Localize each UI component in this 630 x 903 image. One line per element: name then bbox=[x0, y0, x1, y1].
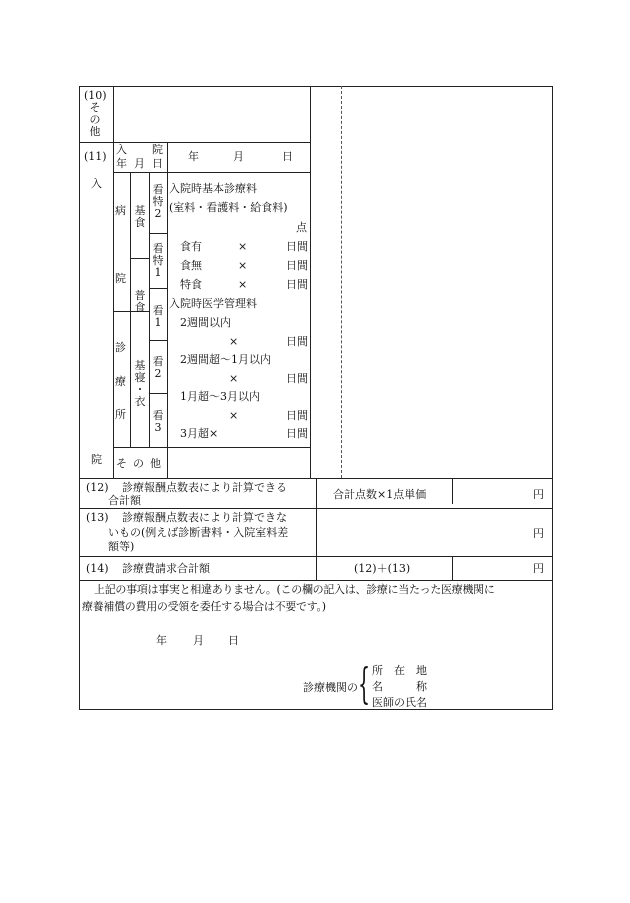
basic-fee-unit: 点 bbox=[296, 221, 307, 234]
row12-currency: 円 bbox=[533, 488, 544, 501]
meal-unit: 日間 bbox=[286, 278, 308, 291]
kijun-shin-label: 基 寝 ・ 衣 bbox=[134, 359, 146, 408]
row13-currency: 円 bbox=[533, 527, 544, 540]
row13-label-line3: 額等) bbox=[108, 540, 135, 553]
period-label: 2週間超〜1月以内 bbox=[180, 353, 271, 366]
period-unit: 日間 bbox=[286, 427, 308, 440]
name-label: 名 称 bbox=[372, 680, 427, 693]
doctor-label: 医師の氏名 bbox=[372, 696, 427, 709]
meal-label: 食無 bbox=[180, 259, 202, 272]
period-times: × bbox=[229, 335, 239, 348]
basic-fee-title: 入院時基本診療料 bbox=[169, 182, 257, 195]
certification-line1: 上記の事項は事実と相違ありません。(この欄の記入は、診療に当たった医療機関に bbox=[94, 583, 495, 596]
period-unit: 日間 bbox=[286, 335, 308, 348]
clinic-char-1: 診 bbox=[115, 341, 126, 354]
row11-label-top: 入 bbox=[91, 177, 102, 190]
row12-label-line2: 合計額 bbox=[108, 494, 141, 507]
institution-label: 診療機関の bbox=[303, 681, 358, 694]
fusho-ku-label: 普 食 bbox=[134, 289, 146, 314]
kan2-label: 看 2 bbox=[152, 355, 164, 380]
meal-unit: 日間 bbox=[286, 240, 308, 253]
row12-calc: 合計点数×1点単価 bbox=[333, 488, 427, 501]
admission-header-year: 年 bbox=[116, 157, 127, 170]
meal-times: × bbox=[238, 278, 248, 291]
period-times: × bbox=[229, 372, 239, 385]
row12-label-line1: 診療報酬点数表により計算できる bbox=[122, 481, 287, 494]
kan-toku1-label: 看 特 1 bbox=[152, 242, 164, 279]
certification-date-day: 日 bbox=[228, 634, 239, 647]
meal-unit: 日間 bbox=[286, 259, 308, 272]
address-label: 所 在 地 bbox=[372, 664, 427, 677]
kan3-label: 看 3 bbox=[152, 409, 164, 434]
row11-other-label: その他 bbox=[116, 457, 167, 470]
hospital-char-1: 病 bbox=[115, 204, 126, 217]
dashed-divider bbox=[341, 86, 342, 478]
meal-times: × bbox=[238, 240, 248, 253]
admission-date-month: 月 bbox=[233, 150, 244, 163]
period-unit: 日間 bbox=[286, 372, 308, 385]
row14-currency: 円 bbox=[533, 562, 544, 575]
row11-label-bottom: 院 bbox=[91, 453, 102, 466]
kan1-label: 看 1 bbox=[152, 304, 164, 329]
admission-date-year: 年 bbox=[188, 150, 199, 163]
row14-number: (14) bbox=[86, 562, 109, 575]
row13-label-line2: いもの(例えば診断書料・入院室料差 bbox=[108, 526, 289, 539]
period-label: 3月超× bbox=[180, 427, 219, 440]
brace-icon: { bbox=[358, 659, 371, 708]
certification-date-month: 月 bbox=[193, 634, 204, 647]
row13-label-line1: 診療報酬点数表により計算できな bbox=[122, 511, 287, 524]
hospital-char-2: 院 bbox=[115, 272, 126, 285]
meal-label: 特食 bbox=[180, 278, 202, 291]
admission-header-top-left: 入 bbox=[116, 143, 127, 156]
clinic-char-2: 療 bbox=[115, 375, 126, 388]
medical-fee-title: 入院時医学管理料 bbox=[169, 297, 257, 310]
certification-date-year: 年 bbox=[156, 634, 167, 647]
admission-date-day: 日 bbox=[282, 150, 293, 163]
kijun-shoku-label: 基 食 bbox=[134, 204, 146, 229]
admission-header-day: 日 bbox=[152, 157, 163, 170]
meal-label: 食有 bbox=[180, 240, 202, 253]
row10-number: (10) bbox=[84, 89, 107, 102]
row11-number: (11) bbox=[84, 150, 107, 163]
period-label: 1月超〜3月以内 bbox=[180, 390, 260, 403]
period-label: 2週間以内 bbox=[180, 316, 231, 329]
kan-toku2-label: 看 特 2 bbox=[152, 183, 164, 220]
row14-calc: (12)＋(13) bbox=[354, 562, 411, 575]
row10-label: そ の 他 bbox=[89, 101, 101, 138]
meal-times: × bbox=[238, 259, 248, 272]
admission-header-top-right: 院 bbox=[152, 143, 163, 156]
basic-fee-subtitle: (室料・看護料・給食料) bbox=[169, 201, 288, 214]
admission-header-month: 月 bbox=[134, 157, 145, 170]
row14-label: 診療費請求合計額 bbox=[122, 562, 210, 575]
row12-number: (12) bbox=[86, 481, 109, 494]
period-unit: 日間 bbox=[286, 409, 308, 422]
certification-line2: 療養補償の費用の受領を委任する場合は不要です。) bbox=[82, 600, 326, 613]
period-times: × bbox=[229, 409, 239, 422]
row13-number: (13) bbox=[86, 511, 109, 524]
clinic-char-3: 所 bbox=[115, 408, 126, 421]
